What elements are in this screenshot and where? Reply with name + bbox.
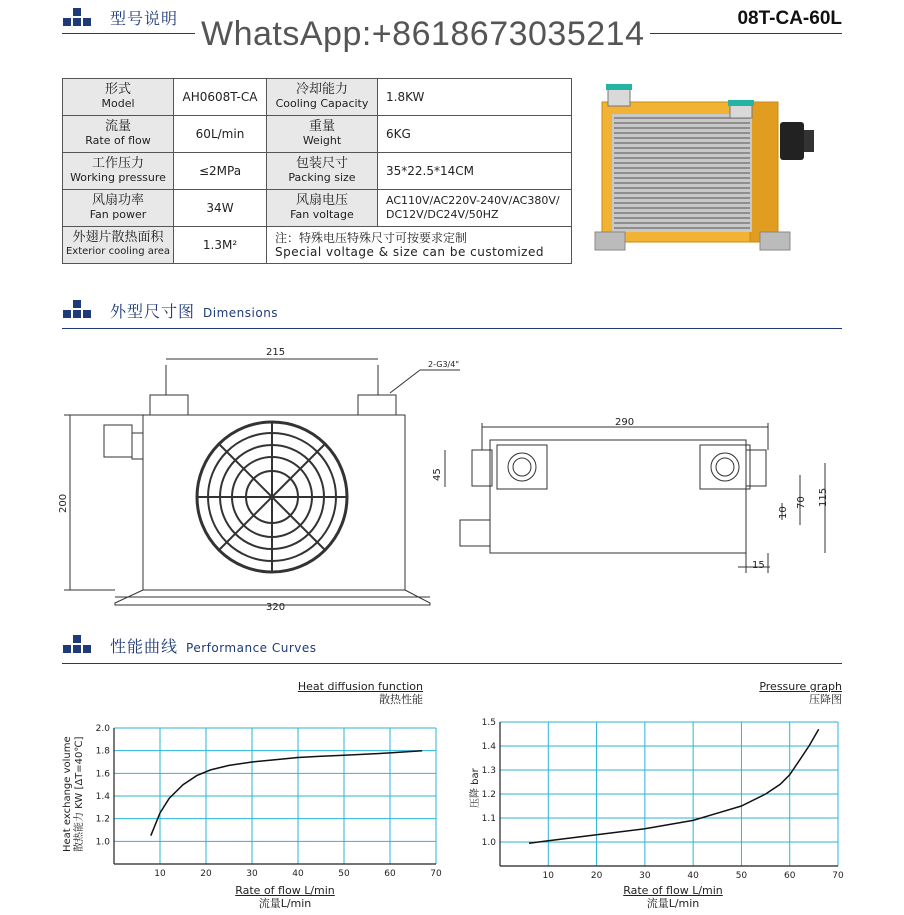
y-tick-label: 1.4 (481, 742, 496, 752)
dim-label: 200 (58, 493, 69, 513)
x-tick-label: 40 (292, 869, 304, 878)
chart1-xlabel: Rate of flow L/min 流量L/min (235, 884, 335, 910)
x-tick-label: 10 (154, 869, 166, 878)
y-tick-label: 1.1 (481, 814, 496, 824)
series-line (151, 751, 422, 836)
section-divider (62, 328, 842, 329)
x-tick-label: 20 (200, 869, 212, 878)
dim-label: 115 (818, 487, 829, 507)
chart1-ylabel: Heat exchange volume 散热能力 KW [ΔT=40℃] (62, 736, 85, 852)
x-tick-label: 20 (590, 871, 603, 878)
performance-section-title: 性能曲线 Performance Curves (110, 637, 317, 656)
heat-diffusion-chart (60, 718, 450, 878)
model-code: 08T-CA-60L (737, 8, 842, 29)
dim-label: 320 (266, 602, 286, 613)
table-row: 工作压力 Working pressure ≤2MPa 包装尺寸 Packing size 35*22.5*14CM (63, 153, 572, 190)
y-tick-label: 1.2 (481, 790, 496, 800)
x-tick-label: 10 (542, 871, 555, 878)
section-divider (62, 663, 842, 664)
x-tick-label: 60 (783, 871, 796, 878)
y-tick-label: 1.6 (95, 769, 110, 780)
y-tick-label: 2.0 (95, 724, 110, 734)
dim-label: 15 (752, 560, 765, 571)
chart1-title: Heat diffusion function 散热性能 (297, 680, 423, 706)
chart2-xlabel: Rate of flow L/min 流量L/min (623, 884, 723, 910)
x-tick-label: 60 (384, 869, 396, 878)
dim-label: 10 (778, 506, 789, 519)
dim-label: 45 (432, 468, 443, 481)
y-tick-label: 1.8 (95, 746, 110, 757)
x-tick-label: 50 (338, 869, 350, 878)
x-tick-label: 30 (639, 871, 651, 878)
table-row: 流量 Rate of flow 60L/min 重量 Weight 6KG (63, 116, 572, 153)
table-row: 风扇功率 Fan power 34W 风扇电压 Fan voltage AC110V/AC220V-240V/AC380V/ DC12V/DC24V/50HZ (63, 190, 572, 227)
x-tick-label: 70 (832, 871, 844, 878)
chart2-ylabel: 压降 bar (470, 768, 481, 808)
watermark: WhatsApp:+8618673035214 (195, 15, 650, 54)
x-tick-label: 40 (687, 871, 699, 878)
chart2-title: Pressure graph 压降图 (759, 680, 842, 706)
section-icon (63, 298, 93, 322)
product-image (590, 82, 840, 257)
pressure-chart (450, 713, 850, 878)
spec-table (62, 78, 572, 264)
y-tick-label: 1.0 (481, 838, 496, 848)
table-row: 外翅片散热面积 Exterior cooling area 1.3M² 注：特殊电压特殊尺寸可按要求定制 Special voltage & size can be customized (63, 227, 572, 264)
x-tick-label: 50 (735, 871, 748, 878)
y-tick-label: 1.0 (95, 837, 110, 848)
y-tick-label: 1.2 (95, 814, 110, 825)
section-icon (63, 633, 93, 657)
dimension-drawing (0, 335, 904, 615)
model-section-title: 型号说明 (110, 9, 179, 28)
dim-label: 290 (615, 417, 635, 428)
dimensions-section-title: 外型尺寸图 Dimensions (110, 302, 279, 321)
section-icon (63, 6, 93, 30)
x-tick-label: 30 (246, 869, 258, 878)
dim-label: 70 (796, 496, 807, 509)
x-tick-label: 70 (430, 869, 442, 878)
dim-label: 2-G3/4" (428, 360, 460, 369)
dim-label: 215 (266, 347, 286, 358)
y-tick-label: 1.4 (95, 792, 110, 802)
table-row: 形式 Model AH0608T-CA 冷却能力 Cooling Capacity 1.8KW (63, 79, 572, 116)
y-tick-label: 1.5 (481, 718, 496, 728)
y-tick-label: 1.3 (481, 766, 496, 776)
